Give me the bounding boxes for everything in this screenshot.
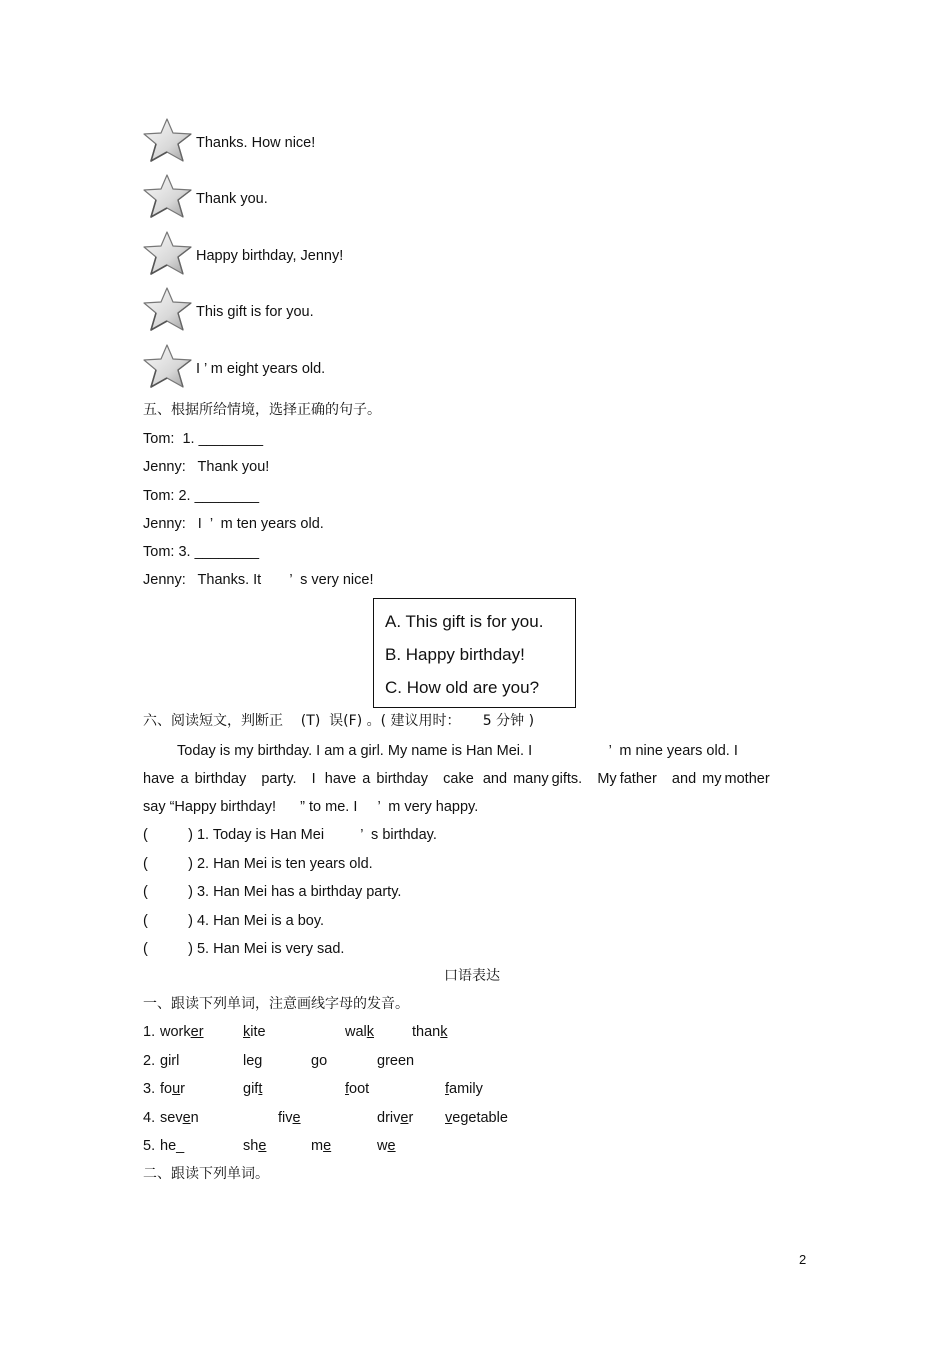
word-row-number: 3. <box>143 1081 160 1097</box>
dialogue-line: Jenny: Thanks. It ’ s very nice! <box>143 572 374 588</box>
star-item-label: Happy birthday, Jenny! <box>196 248 344 264</box>
word-item: girl <box>160 1053 180 1069</box>
statement: ( ) 2. Han Mei is ten years old. <box>143 856 373 872</box>
options-box <box>373 598 576 708</box>
word-item: seven <box>160 1110 199 1126</box>
dialogue-line: Tom: 1. ________ <box>143 431 264 447</box>
option-a: A. This gift is for you. <box>385 612 544 631</box>
dialogue-line: Jenny: I ’ m ten years old. <box>143 516 324 532</box>
star-icon <box>141 116 195 164</box>
word-row-number: 5. <box>143 1138 160 1154</box>
word-item: five <box>278 1110 301 1126</box>
word-row-number: 2. <box>143 1053 160 1069</box>
star-icon <box>141 285 195 333</box>
star-icon <box>141 172 195 220</box>
word-item: we <box>377 1138 396 1154</box>
star-icon <box>141 229 195 277</box>
word-item: vegetable <box>445 1110 508 1126</box>
star-item-label: Thank you. <box>196 191 268 207</box>
section6-heading: 六、阅读短文，判断正 (T) 误(F) 。( 建议用时： 5 分钟 ) <box>143 713 535 729</box>
word-item: she <box>243 1138 267 1154</box>
word-item: walk <box>345 1024 375 1040</box>
dialogue-line: Tom: 3. ________ <box>143 544 260 560</box>
section5-heading: 五、根据所给情境，选择正确的句子。 <box>143 402 381 418</box>
word-item: gift <box>243 1081 263 1097</box>
word-item: go <box>311 1053 328 1069</box>
word-item: driver <box>377 1110 414 1126</box>
dialogue-line: Jenny: Thank you! <box>143 459 270 475</box>
oral-heading-1: 一、跟读下列单词，注意画线字母的发音。 <box>143 996 409 1012</box>
star-item-label: Thanks. How nice! <box>196 135 316 151</box>
passage-line: say “Happy birthday! ” to me. I ’ m very happy. <box>143 799 479 815</box>
word-item: foot <box>345 1081 370 1097</box>
word-item: leg <box>243 1053 263 1069</box>
dialogue-line: Tom: 2. ________ <box>143 488 260 504</box>
word-item: thank <box>412 1024 448 1040</box>
word-item: he_ <box>160 1138 185 1154</box>
passage-line: Today is my birthday. I am a girl. My name is Han Mei. I ’ m nine years old. I <box>177 743 738 759</box>
star-item-label: This gift is for you. <box>196 304 314 320</box>
statement: ( ) 3. Han Mei has a birthday party. <box>143 884 402 900</box>
word-row-number: 4. <box>143 1110 160 1126</box>
page-number: 2 <box>799 1252 807 1267</box>
option-c: C. How old are you? <box>385 678 540 697</box>
word-item: kite <box>243 1024 266 1040</box>
word-row-number: 1. <box>143 1024 160 1040</box>
statement: ( ) 5. Han Mei is very sad. <box>143 941 345 957</box>
statement: ( ) 1. Today is Han Mei ’ s birthday. <box>143 827 437 843</box>
star-icon <box>141 342 195 390</box>
oral-heading-2: 二、跟读下列单词。 <box>143 1166 269 1182</box>
word-item: me <box>311 1138 332 1154</box>
statement: ( ) 4. Han Mei is a boy. <box>143 913 325 929</box>
option-b: B. Happy birthday! <box>385 645 525 664</box>
word-item: green <box>377 1053 415 1069</box>
word-item: four <box>160 1081 186 1097</box>
word-item: worker <box>160 1024 204 1040</box>
passage-line: have a birthday party. I have a birthday cake and many gifts. My father and my mother <box>143 771 770 787</box>
oral-title: 口语表达 <box>444 968 500 984</box>
star-item-label: I ’ m eight years old. <box>196 361 326 377</box>
word-item: family <box>445 1081 483 1097</box>
